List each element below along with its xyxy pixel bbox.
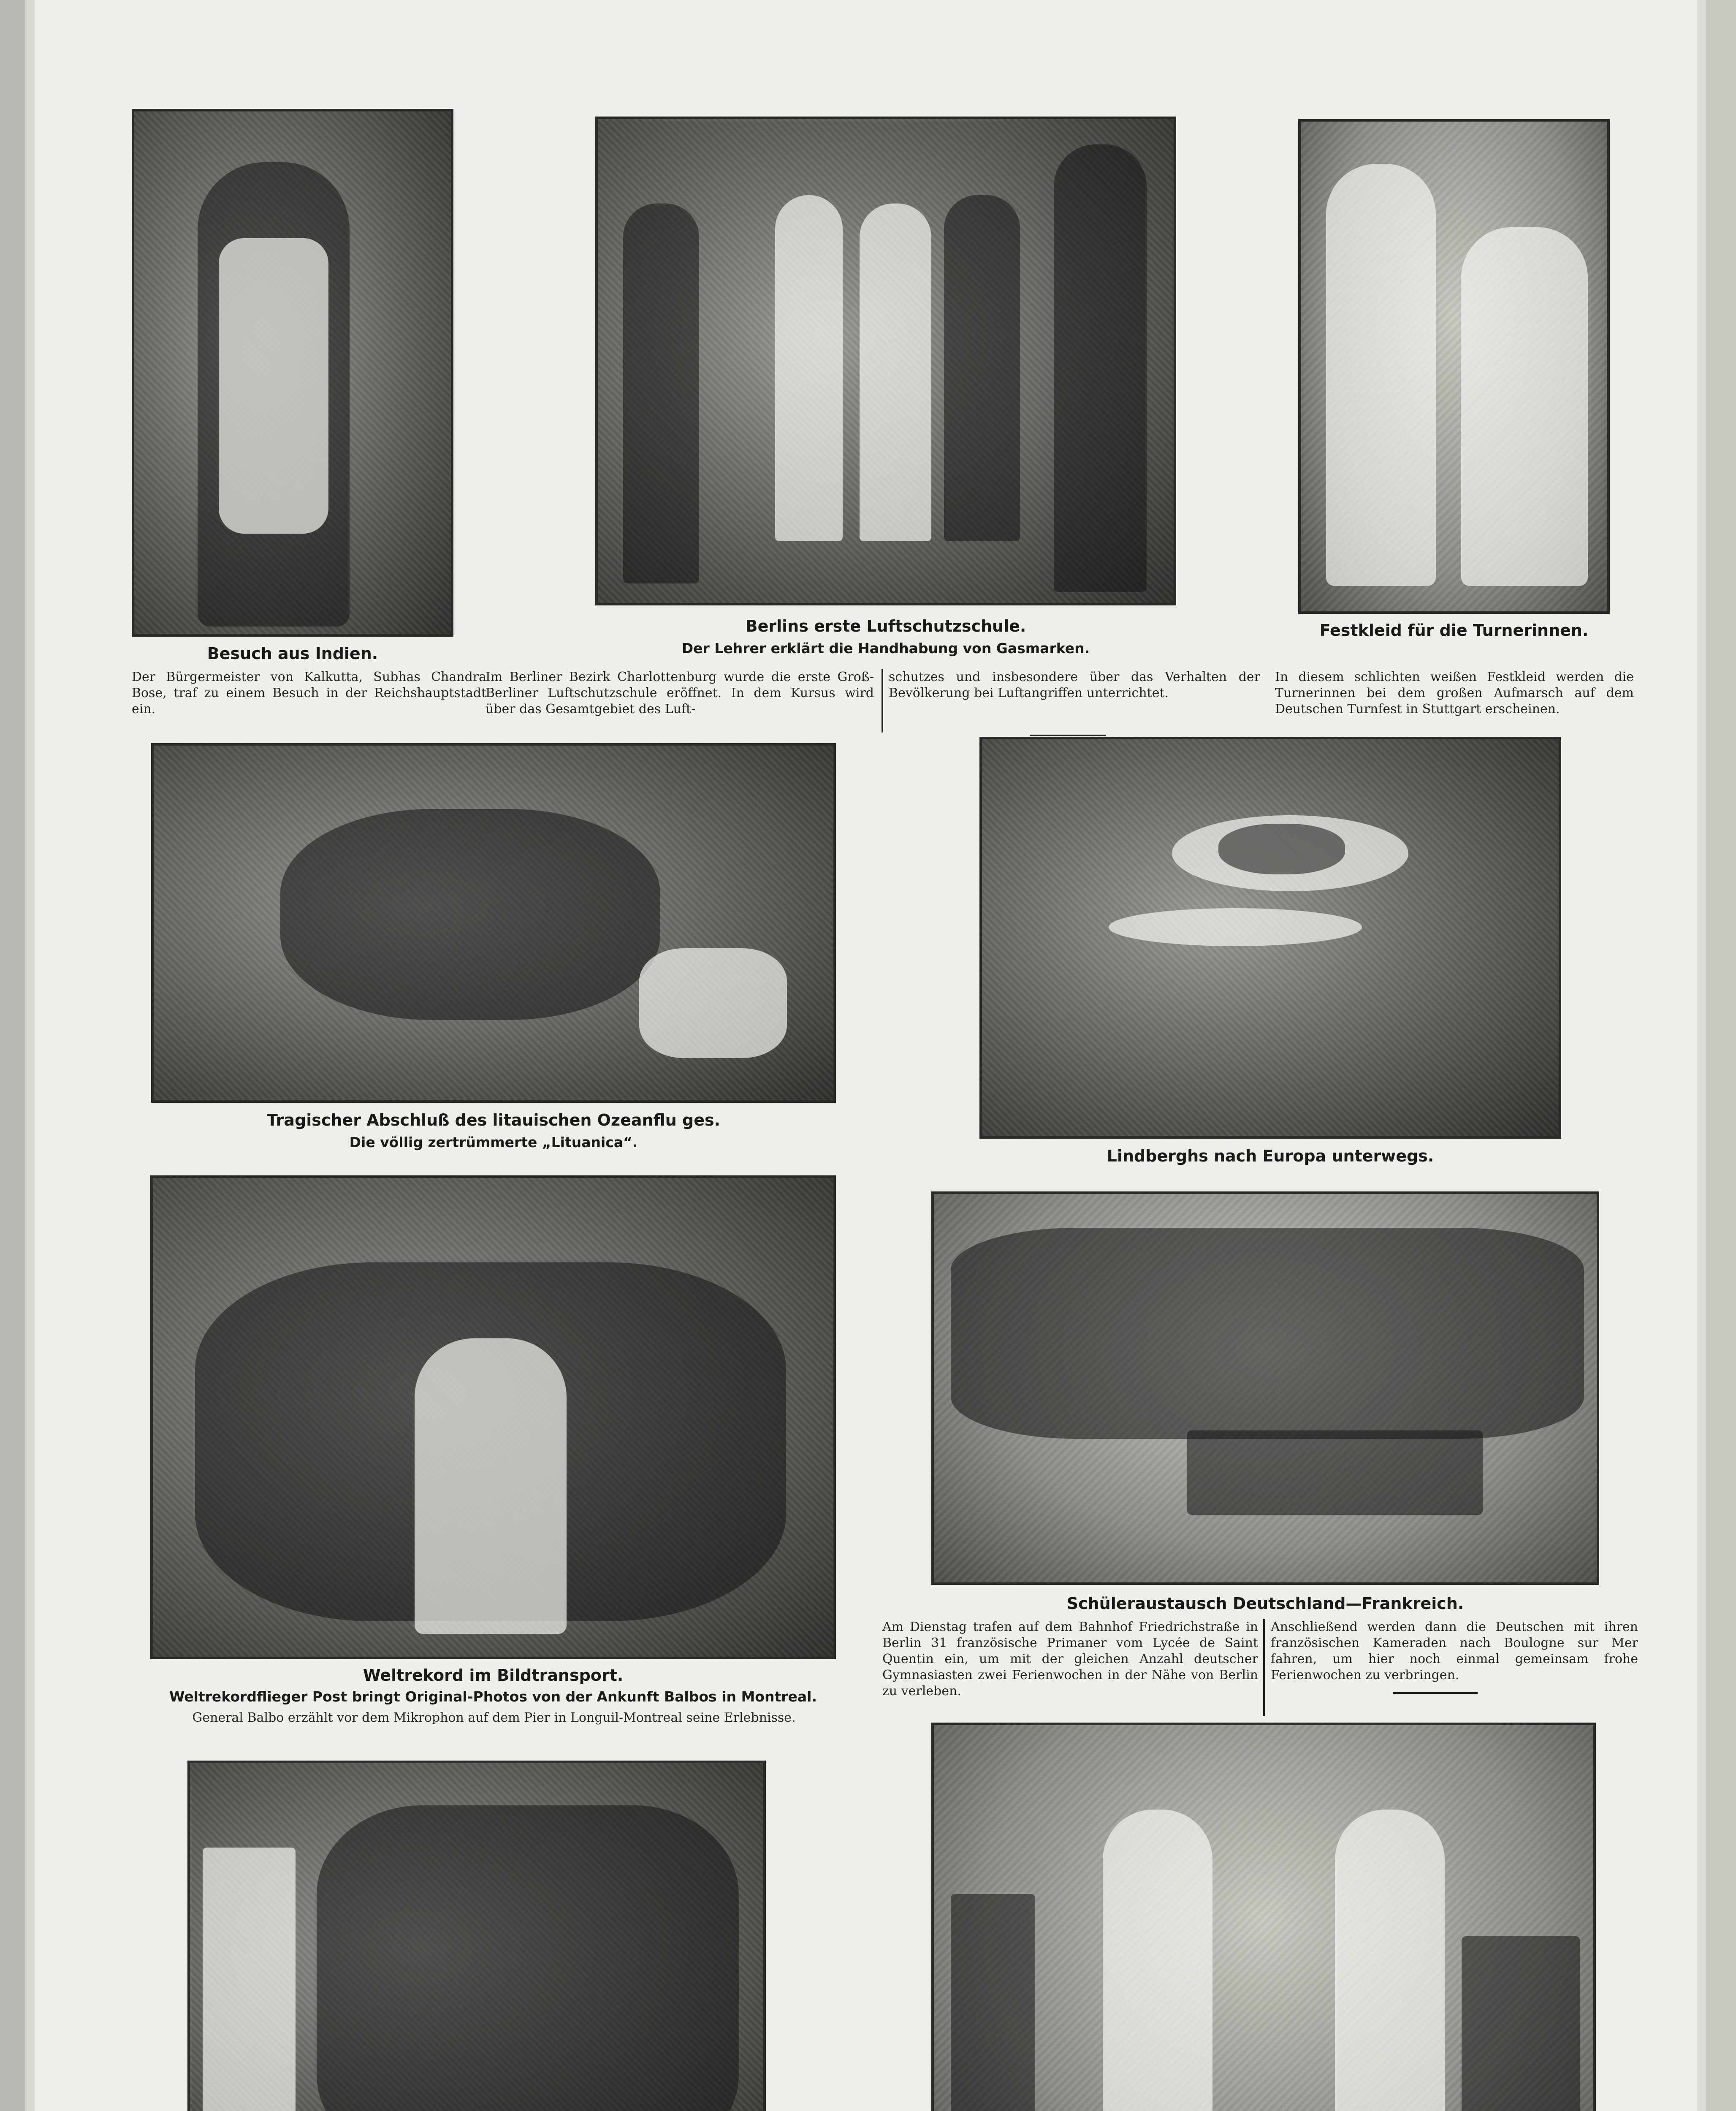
photo-book-stacks bbox=[1462, 1936, 1580, 2111]
separator-rule bbox=[1030, 735, 1106, 736]
photo-luggage bbox=[1187, 1430, 1483, 1515]
text-weltrekord: General Balbo erzählt vor dem Mikrophon auf dem Pier in Longuil-Montreal seine Erlebnisse. bbox=[192, 1710, 796, 1725]
photo-lindbergh bbox=[979, 737, 1561, 1139]
page-edge-right bbox=[1697, 0, 1706, 2111]
photo-airplane-fuselage bbox=[1218, 824, 1345, 874]
caption-schueler: Schüleraustausch Deutschland—Frankreich. bbox=[1066, 1594, 1464, 1613]
text-luftschutz-right: schutzes und insbesondere über das Verhalten der Bevölkerung bei Luftangriffen unterrichtet. bbox=[889, 670, 1260, 700]
text-schueler-right: Anschließend werden dann die Deutschen mit ihren französischen Kameraden nach Boulogne sur Mer fahren, um hier noch einmal gemeinsam frohe Ferienwochen zu verbringen. bbox=[1271, 1620, 1638, 1682]
photo-figure bbox=[623, 204, 699, 583]
photo-airplane-floats bbox=[1109, 908, 1362, 946]
photo-figure bbox=[1054, 144, 1147, 592]
photo-figure-coat bbox=[219, 238, 328, 534]
photo-wreckage bbox=[280, 809, 660, 1020]
text-luftschutz-left: Im Berliner Bezirk Charlottenburg wurde die erste Groß-Berliner Luftschutzschule eröffnet. In dem Kursus wird über das Gesamtgebiet des Luft- bbox=[486, 670, 874, 716]
page-fold-shadow bbox=[25, 0, 35, 2111]
photo-group bbox=[951, 1228, 1584, 1439]
photo-letzte-geleit bbox=[187, 1761, 766, 2111]
caption-lindbergh: Lindberghs nach Europa unterwegs. bbox=[1107, 1147, 1434, 1165]
subcaption-luftschutz: Der Lehrer erklärt die Handhabung von Gasmarken. bbox=[681, 640, 1090, 657]
photo-figure bbox=[1461, 227, 1588, 586]
photo-procession bbox=[317, 1805, 739, 2111]
text-festkleid: In diesem schlichten weißen Festkleid werden die Turnerinnen bei dem großen Aufmarsch auf dem Deutschen Turnfest in Stuttgart erscheinen. bbox=[1275, 670, 1634, 716]
photo-festkleid bbox=[1298, 119, 1610, 614]
caption-absturz: Tragischer Abschluß des litauischen Ozeanflu ges. bbox=[266, 1111, 721, 1129]
photo-luftschutzschule bbox=[595, 117, 1176, 605]
photo-book-stacks bbox=[951, 1894, 1035, 2111]
photo-besuch-aus-indien bbox=[132, 109, 453, 637]
subcaption-weltrekord: Weltrekordflieger Post bringt Original-Photos von der Ankunft Balbos in Montreal. bbox=[169, 1688, 817, 1705]
column-rule bbox=[882, 669, 883, 733]
photo-schueleraustausch bbox=[931, 1191, 1599, 1585]
photo-buecher bbox=[931, 1723, 1596, 2111]
photo-figure bbox=[944, 195, 1020, 541]
photo-figure bbox=[1326, 164, 1436, 586]
photo-weltrekord bbox=[150, 1175, 836, 1659]
column-rule bbox=[1263, 1619, 1265, 1716]
text-besuch: Der Bürgermeister von Kalkutta, Subhas Chandra Bose, traf zu einem Besuch in der Reichshauptstadt ein. bbox=[132, 670, 486, 716]
caption-besuch: Besuch aus Indien. bbox=[207, 644, 378, 663]
page-gutter-left bbox=[0, 0, 25, 2111]
caption-weltrekord: Weltrekord im Bildtransport. bbox=[363, 1666, 624, 1685]
photo-figure bbox=[775, 195, 843, 541]
photo-figure-balbo bbox=[415, 1338, 567, 1634]
text-schueler-left: Am Dienstag trafen auf dem Bahnhof Friedrichstraße in Berlin 31 französische Primaner vom Lycée de Saint Quentin ein, um mit der gleichen Anzahl deutscher Gymnasiasten zwei Ferienwochen in der Nähe von Berlin zu verleben. bbox=[882, 1620, 1258, 1699]
photo-absturz-lituanica bbox=[151, 743, 836, 1103]
caption-luftschutz: Berlins erste Luftschutzschule. bbox=[745, 617, 1026, 635]
subcaption-absturz: Die völlig zertrümmerte „Lituanica“. bbox=[349, 1134, 638, 1150]
caption-festkleid: Festkleid für die Turnerinnen. bbox=[1319, 621, 1589, 640]
page-gutter-right bbox=[1706, 0, 1736, 2111]
photo-figure bbox=[1335, 1810, 1445, 2111]
photo-figure bbox=[1103, 1810, 1212, 2111]
separator-rule bbox=[1393, 1692, 1478, 1694]
photo-figure bbox=[860, 204, 931, 541]
photo-flag bbox=[203, 1848, 296, 2111]
photo-wreckage-wing bbox=[639, 948, 787, 1058]
